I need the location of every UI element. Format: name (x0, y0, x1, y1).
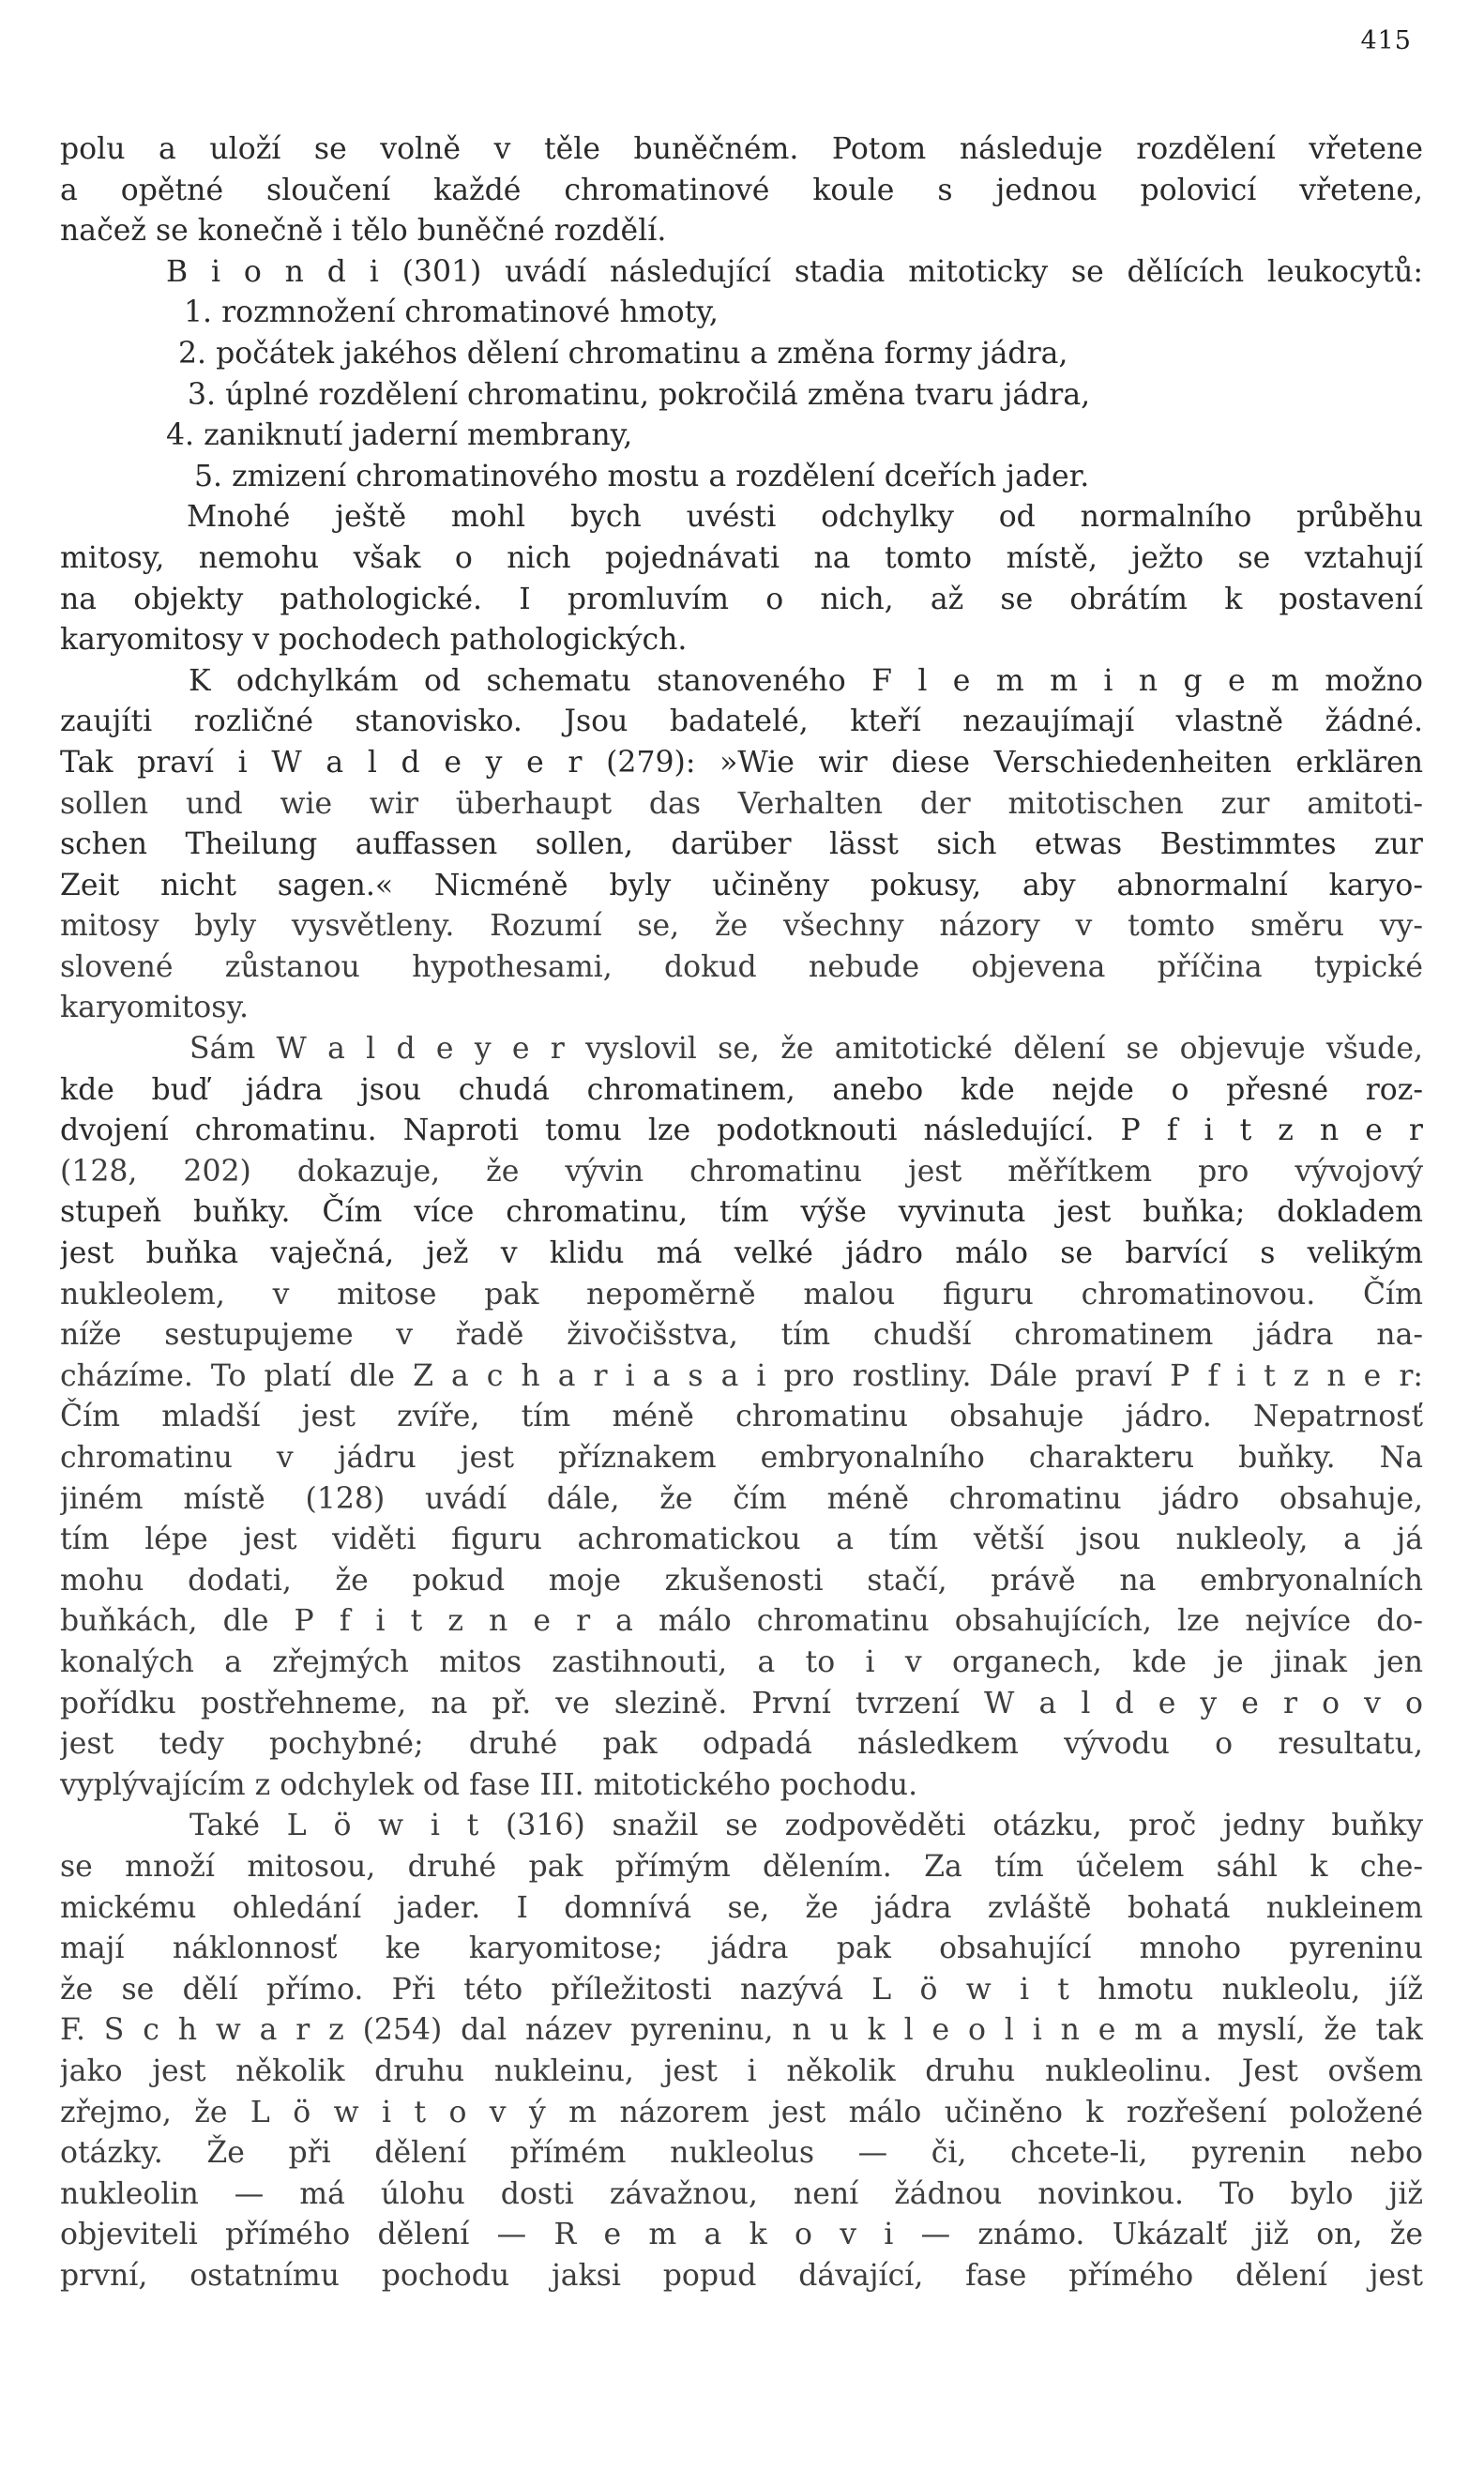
body-text (60, 129, 1423, 2296)
text-line: první, ostatnímu pochodu jaksi popud dávající, fase přímého dělení jest (60, 2258, 1423, 2293)
text-line: Tak praví i W a l d e y e r (279): »Wie wir diese Verschiedenheiten erklären (60, 745, 1423, 780)
text-line: polu a uloží se volně v těle buněčném. Potom následuje rozdělení vřetene (60, 132, 1423, 166)
text-line: Také L ö w i t (316) snažil se zodpověděti otázku, proč jedny buňky (189, 1809, 1423, 1843)
text-line: mickému ohledání jader. I domnívá se, že jádra zvláště bohatá nukleinem (60, 1890, 1423, 1925)
text-line: otázky. Že při dělení přímém nukleolus — či, chcete-li, pyrenin nebo (60, 2136, 1423, 2171)
text-line: jako jest několik druhu nukleinu, jest i několik druhu nukleolinu. Jest ovšem (60, 2053, 1423, 2088)
text-line: jiném místě (128) uvádí dále, že čím méně chromatinu jádro obsahuje, (60, 1481, 1423, 1516)
text-line: Mnohé ještě mohl bych uvésti odchylky od normalního průběhu (187, 500, 1423, 535)
text-line: stupeň buňky. Čím více chromatinu, tím výše vyvinuta jest buňka; dokladem (60, 1195, 1423, 1230)
text-line: nukleolem, v mitose pak nepoměrně malou figuru chromatinovou. Čím (60, 1277, 1423, 1311)
text-line: nukleolin — má úlohu dosti závažnou, není žádnou novinkou. To bylo již (60, 2176, 1423, 2211)
list-item: 2. počátek jakéhos dělení chromatinu a změna formy jádra, (178, 336, 1068, 371)
text-line: vyplývajícím z odchylek od fase III. mitotického pochodu. (60, 1767, 918, 1802)
text-line: pořídku postřehneme, na př. ve slezině. První tvrzení W a l d e y e r o v o (60, 1686, 1423, 1720)
list-item: 3. úplné rozdělení chromatinu, pokročilá změna tvaru jádra, (188, 377, 1091, 412)
list-item: 4. zaniknutí jaderní membrany, (166, 418, 633, 453)
text-line: Čím mladší jest zvíře, tím méně chromatinu obsahuje jádro. Nepatrnosť (60, 1400, 1423, 1434)
text-line: kde buď jádra jsou chudá chromatinem, anebo kde nejde o přesné roz- (60, 1072, 1423, 1107)
text-line: cházíme. To platí dle Z a c h a r i a s a i pro rostliny. Dále praví P f i t z n e r: (60, 1358, 1423, 1393)
text-line: zřejmo, že L ö w i t o v ý m názorem jest málo učiněno k rozřešení položené (60, 2095, 1423, 2129)
text-line: (128, 202) dokazuje, že vývin chromatinu jest měřítkem pro vývojový (60, 1154, 1423, 1189)
text-line: B i o n d i (301) uvádí následující stadia mitoticky se dělících leukocytů: (166, 254, 1423, 289)
text-line: Zeit nicht sagen.« Nicméně byly učiněny pokusy, aby abnormalní karyo- (60, 868, 1423, 902)
text-line: F. S c h w a r z (254) dal název pyreninu, n u k l e o l i n e m a myslí, že tak (60, 2013, 1423, 2048)
text-line: Sám W a l d e y e r vyslovil se, že amitotické dělení se objevuje všude, (189, 1032, 1423, 1067)
text-line: jest buňka vaječná, jež v klidu má velké jádro málo se barvící s velikým (60, 1236, 1423, 1271)
text-line: načež se konečně i tělo buněčné rozdělí. (60, 214, 667, 249)
text-line: a opětné sloučení každé chromatinové koule s jednou polovicí vřetene, (60, 173, 1423, 207)
text-line: schen Theilung auffassen sollen, darüber lässt sich etwas Bestimmtes zur (60, 827, 1423, 862)
text-line: tím lépe jest viděti figuru achromatickou a tím větší jsou nukleoly, a já (60, 1523, 1423, 1557)
text-line: na objekty pathologické. I promluvím o nich, až se obrátím k postavení (60, 582, 1423, 616)
text-line: se množí mitosou, druhé pak přímým dělením. Za tím účelem sáhl k che- (60, 1849, 1423, 1884)
text-line: mitosy byly vysvětleny. Rozumí se, že všechny názory v tomto směru vy- (60, 909, 1423, 944)
text-line: že se dělí přímo. Při této příležitosti nazývá L ö w i t hmotu nukleolu, jíž (60, 1972, 1423, 2007)
page-number: 415 (1360, 26, 1412, 55)
text-line: karyomitosy. (60, 991, 250, 1025)
text-line: mohu dodati, že pokud moje zkušenosti stačí, právě na embryonalních (60, 1563, 1423, 1598)
text-line: sollen und wie wir überhaupt das Verhalten der mitotischen zur amitoti- (60, 786, 1423, 821)
text-line: karyomitosy v pochodech pathologických. (60, 623, 688, 658)
text-line: mají náklonnosť ke karyomitose; jádra pak obsahující mnoho pyreninu (60, 1932, 1423, 1966)
text-line: chromatinu v jádru jest příznakem embryonalního charakteru buňky. Na (60, 1441, 1423, 1475)
text-line: konalých a zřejmých mitos zastihnouti, a to i v organech, kde je jinak jen (60, 1644, 1423, 1679)
text-line: zaujíti rozličné stanovisko. Jsou badatelé, kteří nezaujímají vlastně žádné. (60, 705, 1423, 739)
text-line: níže sestupujeme v řadě živočišstva, tím chudší chromatinem jádra na- (60, 1318, 1423, 1353)
text-line: K odchylkám od schematu stanoveného F l e m m i n g e m možno (189, 663, 1423, 698)
text-line: slovené zůstanou hypothesami, dokud nebude objevena příčina typické (60, 949, 1423, 984)
text-line: jest tedy pochybné; druhé pak odpadá následkem vývodu o resultatu, (60, 1727, 1423, 1762)
text-line: buňkách, dle P f i t z n e r a málo chromatinu obsahujících, lze nejvíce do- (60, 1604, 1423, 1639)
text-line: objeviteli přímého dělení — R e m a k o v i — známo. Ukázalť již on, že (60, 2218, 1423, 2252)
text-line: dvojení chromatinu. Naproti tomu lze podotknouti následující. P f i t z n e r (60, 1114, 1423, 1148)
list-item: 5. zmizení chromatinového mostu a rozdělení dceřích jader. (194, 459, 1090, 493)
text-line: mitosy, nemohu však o nich pojednávati na tomto místě, ježto se vztahují (60, 540, 1423, 575)
list-item: 1. rozmnožení chromatinové hmoty, (184, 295, 719, 330)
